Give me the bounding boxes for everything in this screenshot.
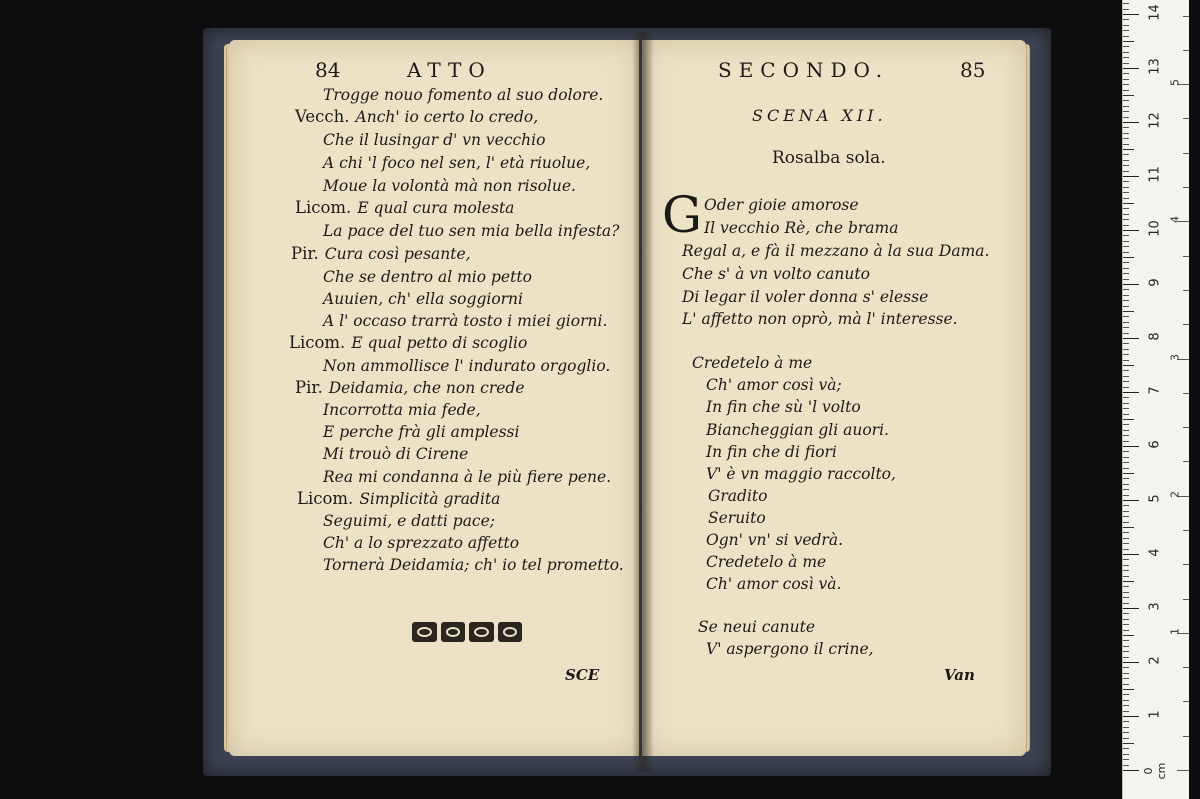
ruler-tick (1123, 392, 1139, 393)
ruler-inch-number: 4 (1168, 216, 1182, 224)
ruler-tick (1123, 41, 1134, 42)
ruler-tick (1123, 603, 1129, 604)
ruler-tick (1123, 208, 1129, 209)
ruler-tick (1123, 694, 1129, 695)
ruler-tick (1123, 370, 1129, 371)
ruler-tick (1123, 414, 1129, 415)
ruler-cm-number: 7 (1147, 386, 1163, 395)
ruler-tick (1123, 711, 1129, 712)
ruler-tick (1123, 387, 1129, 388)
text-line: Licom. E qual petto di scoglio (289, 333, 528, 352)
ruler-tick (1123, 300, 1129, 301)
ruler-tick (1123, 462, 1129, 463)
ruler-inch-tick (1183, 393, 1189, 394)
ruler-tick (1123, 354, 1129, 355)
ruler-tick (1123, 484, 1129, 485)
text-line: Che se dentro al mio petto (323, 268, 532, 286)
ruler-inch-number: 3 (1168, 353, 1182, 361)
ruler-tick (1123, 522, 1129, 523)
ruler-tick (1123, 268, 1129, 269)
ruler-tick (1123, 732, 1129, 733)
ruler-tick (1123, 327, 1129, 328)
ruler-tick (1123, 592, 1129, 593)
text-line: A chi 'l foco nel sen, l' età riuolue, (323, 154, 591, 172)
ruler-tick (1123, 9, 1129, 10)
ruler-tick (1123, 554, 1139, 555)
ruler-tick (1123, 559, 1129, 560)
text-line: Che il lusingar d' vn vecchio (323, 131, 546, 149)
ruler-inch-tick (1183, 153, 1189, 154)
text-line: Ch' a lo sprezzato affetto (323, 534, 520, 552)
ruler-tick (1123, 527, 1134, 528)
book-gutter (632, 32, 654, 772)
text-line: Gradito (708, 487, 768, 505)
ornament-block (412, 622, 437, 642)
ruler-tick (1123, 657, 1129, 658)
ruler-tick (1123, 765, 1129, 766)
right-running-head: SECONDO. (718, 58, 890, 82)
ruler-tick (1123, 576, 1129, 577)
ruler-tick (1123, 549, 1129, 550)
ruler-tick (1123, 505, 1129, 506)
ruler-inch-tick (1183, 187, 1189, 188)
ruler-tick (1123, 192, 1129, 193)
ruler-inch-tick (1183, 290, 1189, 291)
ruler-tick (1123, 246, 1129, 247)
ruler-tick (1123, 403, 1129, 404)
ruler-tick (1123, 144, 1129, 145)
ruler-tick (1123, 289, 1129, 290)
ruler-tick (1123, 473, 1134, 474)
ruler-tick (1123, 516, 1129, 517)
ruler-cm-number: 12 (1147, 112, 1163, 129)
ruler-tick (1123, 435, 1129, 436)
ruler-tick (1123, 262, 1129, 263)
ruler-tick (1123, 154, 1129, 155)
text-line: Che s' à vn volto canuto (682, 265, 870, 283)
ruler-tick (1123, 322, 1129, 323)
ornament-block (498, 622, 523, 642)
ruler-tick (1123, 349, 1129, 350)
text-line: Ch' amor così và. (706, 575, 842, 593)
ruler-tick (1123, 581, 1134, 582)
ruler-tick (1123, 570, 1129, 571)
ruler-tick (1123, 500, 1139, 501)
ruler-tick (1123, 52, 1129, 53)
text-line: Credetelo à me (692, 354, 813, 372)
ruler-tick (1123, 651, 1129, 652)
ruler-tick (1123, 489, 1129, 490)
ruler-tick (1123, 419, 1134, 420)
ruler-inch-tick (1183, 16, 1189, 17)
ruler-inch-tick (1183, 701, 1189, 702)
ruler-tick (1123, 338, 1139, 339)
ruler-tick (1123, 511, 1129, 512)
ruler-tick (1123, 495, 1129, 496)
ornament-block (469, 622, 494, 642)
ruler-inch-tick (1183, 461, 1189, 462)
text-line: Mi trouò di Cirene (323, 445, 469, 463)
ruler-tick (1123, 441, 1129, 442)
ruler-tick (1123, 586, 1129, 587)
ruler-tick (1123, 106, 1129, 107)
ruler-tick (1123, 343, 1129, 344)
ruler-tick (1123, 468, 1129, 469)
ruler-tick (1123, 667, 1129, 668)
ruler-tick (1123, 705, 1129, 706)
ruler-tick (1123, 68, 1139, 69)
ruler-tick (1123, 624, 1129, 625)
ruler-unit-label: 0 cm (1142, 762, 1168, 780)
ruler-tick (1123, 451, 1129, 452)
ruler-tick (1123, 100, 1129, 101)
text-line: Moue la volontà mà non risolue. (323, 177, 576, 195)
text-line: Licom. Simplicità gradita (297, 489, 501, 508)
ruler-tick (1123, 203, 1134, 204)
text-line: Licom. E qual cura molesta (295, 198, 515, 217)
right-catchword: Van (944, 666, 975, 684)
ruler-tick (1123, 19, 1129, 20)
text-line: Se neui canute (698, 618, 816, 636)
ruler-tick (1123, 235, 1129, 236)
ruler-tick (1123, 95, 1134, 96)
measuring-ruler (1122, 0, 1189, 799)
ruler-tick (1123, 721, 1129, 722)
ruler-inch-number: 1 (1168, 627, 1182, 635)
text-line: Auuien, ch' ella soggiorni (323, 290, 524, 308)
ruler-tick (1123, 727, 1129, 728)
text-line: Di legar il voler donna s' elesse (682, 288, 929, 306)
ruler-tick (1123, 187, 1129, 188)
ruler-tick (1123, 684, 1129, 685)
ruler-tick (1123, 257, 1134, 258)
text-line: Regal a, e fà il mezzano à la sua Dama. (682, 242, 990, 260)
ruler-tick (1123, 165, 1129, 166)
ruler-tick (1123, 532, 1129, 533)
ruler-inch-tick (1183, 118, 1189, 119)
ruler-tick (1123, 597, 1129, 598)
ruler-tick (1123, 149, 1134, 150)
drop-cap: G (662, 186, 702, 244)
ruler-cm-number: 13 (1147, 58, 1163, 75)
ruler-tick (1123, 408, 1129, 409)
ruler-tick (1123, 646, 1129, 647)
ruler-tick (1123, 311, 1134, 312)
printers-ornament (412, 622, 522, 642)
ruler-tick (1123, 30, 1129, 31)
text-line: Oder gioie amorose (704, 196, 859, 214)
ruler-tick (1123, 543, 1129, 544)
ruler-tick (1123, 127, 1129, 128)
ruler-inch-tick (1183, 667, 1189, 668)
ruler-tick (1123, 457, 1129, 458)
ruler-tick (1123, 79, 1129, 80)
ruler-tick (1123, 630, 1129, 631)
ruler-tick (1123, 63, 1129, 64)
ruler-tick (1123, 613, 1129, 614)
ruler-tick (1123, 640, 1129, 641)
ruler-tick (1123, 3, 1129, 4)
ruler-tick (1123, 673, 1129, 674)
ruler-tick (1123, 57, 1129, 58)
right-page (642, 40, 1026, 756)
ruler-tick (1123, 333, 1129, 334)
ruler-tick (1123, 90, 1129, 91)
ruler-tick (1123, 759, 1129, 760)
ruler-tick (1123, 133, 1129, 134)
ruler-tick (1123, 397, 1129, 398)
ruler-tick (1123, 743, 1134, 744)
ruler-tick (1123, 619, 1129, 620)
ruler-tick (1123, 171, 1129, 172)
ruler-tick (1123, 138, 1129, 139)
ruler-tick (1123, 241, 1129, 242)
ruler-tick (1123, 230, 1139, 231)
ruler-inch-tick (1183, 736, 1189, 737)
text-line: Vecch. Anch' io certo lo credo, (295, 107, 539, 126)
ruler-inch-tick (1183, 256, 1189, 257)
text-line: Rea mi condanna à le più fiere pene. (323, 468, 612, 486)
ruler-tick (1123, 430, 1129, 431)
text-line: Credetelo à me (706, 553, 827, 571)
ruler-cm-number: 2 (1147, 656, 1163, 665)
ruler-tick (1123, 635, 1134, 636)
text-line: Pir. Cura così pesante, (291, 244, 471, 263)
ruler-tick (1123, 316, 1129, 317)
text-line: In fin che di fiori (706, 443, 837, 461)
ruler-cm-number: 11 (1147, 166, 1163, 183)
ruler-tick (1123, 770, 1139, 771)
ruler-cm-number: 10 (1147, 220, 1163, 237)
ruler-tick (1123, 117, 1129, 118)
ruler-tick (1123, 608, 1139, 609)
ruler-cm-number: 8 (1147, 332, 1163, 341)
ruler-tick (1123, 214, 1129, 215)
text-line: Seguimi, e datti pace; (323, 512, 496, 530)
ruler-cm-number: 1 (1147, 710, 1163, 719)
text-line: Ogn' vn' si vedrà. (706, 531, 843, 549)
ruler-tick (1123, 565, 1129, 566)
ruler-cm-number: 6 (1147, 440, 1163, 449)
text-line: V' è vn maggio raccolto, (706, 465, 896, 483)
ruler-inch-tick (1183, 530, 1189, 531)
left-catchword: SCE (565, 666, 600, 684)
ruler-tick (1123, 46, 1129, 47)
ruler-tick (1123, 700, 1129, 701)
ruler-tick (1123, 25, 1129, 26)
ruler-tick (1123, 284, 1139, 285)
ruler-tick (1123, 176, 1139, 177)
right-page-number: 85 (960, 58, 986, 82)
ruler-cm-number: 9 (1147, 278, 1163, 287)
ruler-cm-number: 14 (1147, 4, 1163, 21)
ruler-cm-number: 4 (1147, 548, 1163, 557)
text-line: Pir. Deidamia, che non crede (295, 378, 525, 397)
ruler-tick (1123, 478, 1129, 479)
ruler-tick (1123, 273, 1129, 274)
text-line: Il vecchio Rè, che brama (704, 219, 899, 237)
text-line: Tornerà Deidamia; ch' io tel prometto. (323, 556, 624, 574)
ruler-tick (1123, 360, 1129, 361)
text-line: V' aspergono il crine, (706, 640, 874, 658)
ruler-inch-tick (1183, 427, 1189, 428)
ruler-inch-number: 5 (1168, 79, 1182, 87)
ruler-tick (1123, 181, 1129, 182)
text-line: Incorrotta mia fede, (323, 401, 481, 419)
ruler-tick (1123, 160, 1129, 161)
ruler-tick (1123, 225, 1129, 226)
text-line: E perche frà gli amplessi (323, 423, 520, 441)
ruler-tick (1123, 716, 1139, 717)
text-line: In fin che sù 'l volto (706, 398, 861, 416)
ruler-tick (1123, 219, 1129, 220)
ruler-tick (1123, 689, 1134, 690)
left-page-number: 84 (315, 58, 341, 82)
ruler-cm-number: 3 (1147, 602, 1163, 611)
ruler-tick (1123, 754, 1129, 755)
ruler-tick (1123, 538, 1129, 539)
left-running-head: ATTO (407, 58, 492, 82)
ruler-tick (1123, 84, 1129, 85)
ruler-tick (1123, 295, 1129, 296)
ruler-tick (1123, 748, 1129, 749)
ruler-tick (1123, 376, 1129, 377)
ruler-tick (1123, 446, 1139, 447)
ruler-tick (1123, 365, 1134, 366)
ruler-tick (1123, 306, 1129, 307)
ruler-tick (1123, 662, 1139, 663)
left-page (229, 40, 639, 756)
ruler-inch-tick (1183, 50, 1189, 51)
ruler-tick (1123, 738, 1129, 739)
ruler-inch-tick (1183, 564, 1189, 565)
ruler-cm-number: 5 (1147, 494, 1163, 503)
ruler-inch-tick (1177, 770, 1189, 771)
ruler-tick (1123, 279, 1129, 280)
text-line: Seruito (708, 509, 766, 527)
text-line: Trogge nouo fomento al suo dolore. (323, 86, 604, 104)
ruler-inch-number: 2 (1168, 490, 1182, 498)
text-line: Non ammollisce l' indurato orgoglio. (323, 357, 611, 375)
text-line: Biancheggian gli auori. (706, 421, 889, 439)
text-line: La pace del tuo sen mia bella infesta? (323, 222, 620, 240)
ruler-tick (1123, 678, 1129, 679)
scene-title: SCENA XII. (752, 106, 887, 125)
ruler-inch-tick (1183, 324, 1189, 325)
ruler-tick (1123, 424, 1129, 425)
ruler-tick (1123, 122, 1139, 123)
ruler-inch-tick (1183, 599, 1189, 600)
text-line: L' affetto non oprò, mà l' interesse. (682, 310, 958, 328)
ruler-tick (1123, 73, 1129, 74)
text-line: Ch' amor così và; (706, 376, 842, 394)
scene-subtitle: Rosalba sola. (772, 148, 886, 168)
ornament-block (441, 622, 466, 642)
ruler-tick (1123, 198, 1129, 199)
text-line: A l' occaso trarrà tosto i miei giorni. (323, 312, 608, 330)
ruler-tick (1123, 36, 1129, 37)
ruler-tick (1123, 111, 1129, 112)
ruler-tick (1123, 381, 1129, 382)
ruler-tick (1123, 252, 1129, 253)
ruler-tick (1123, 14, 1139, 15)
